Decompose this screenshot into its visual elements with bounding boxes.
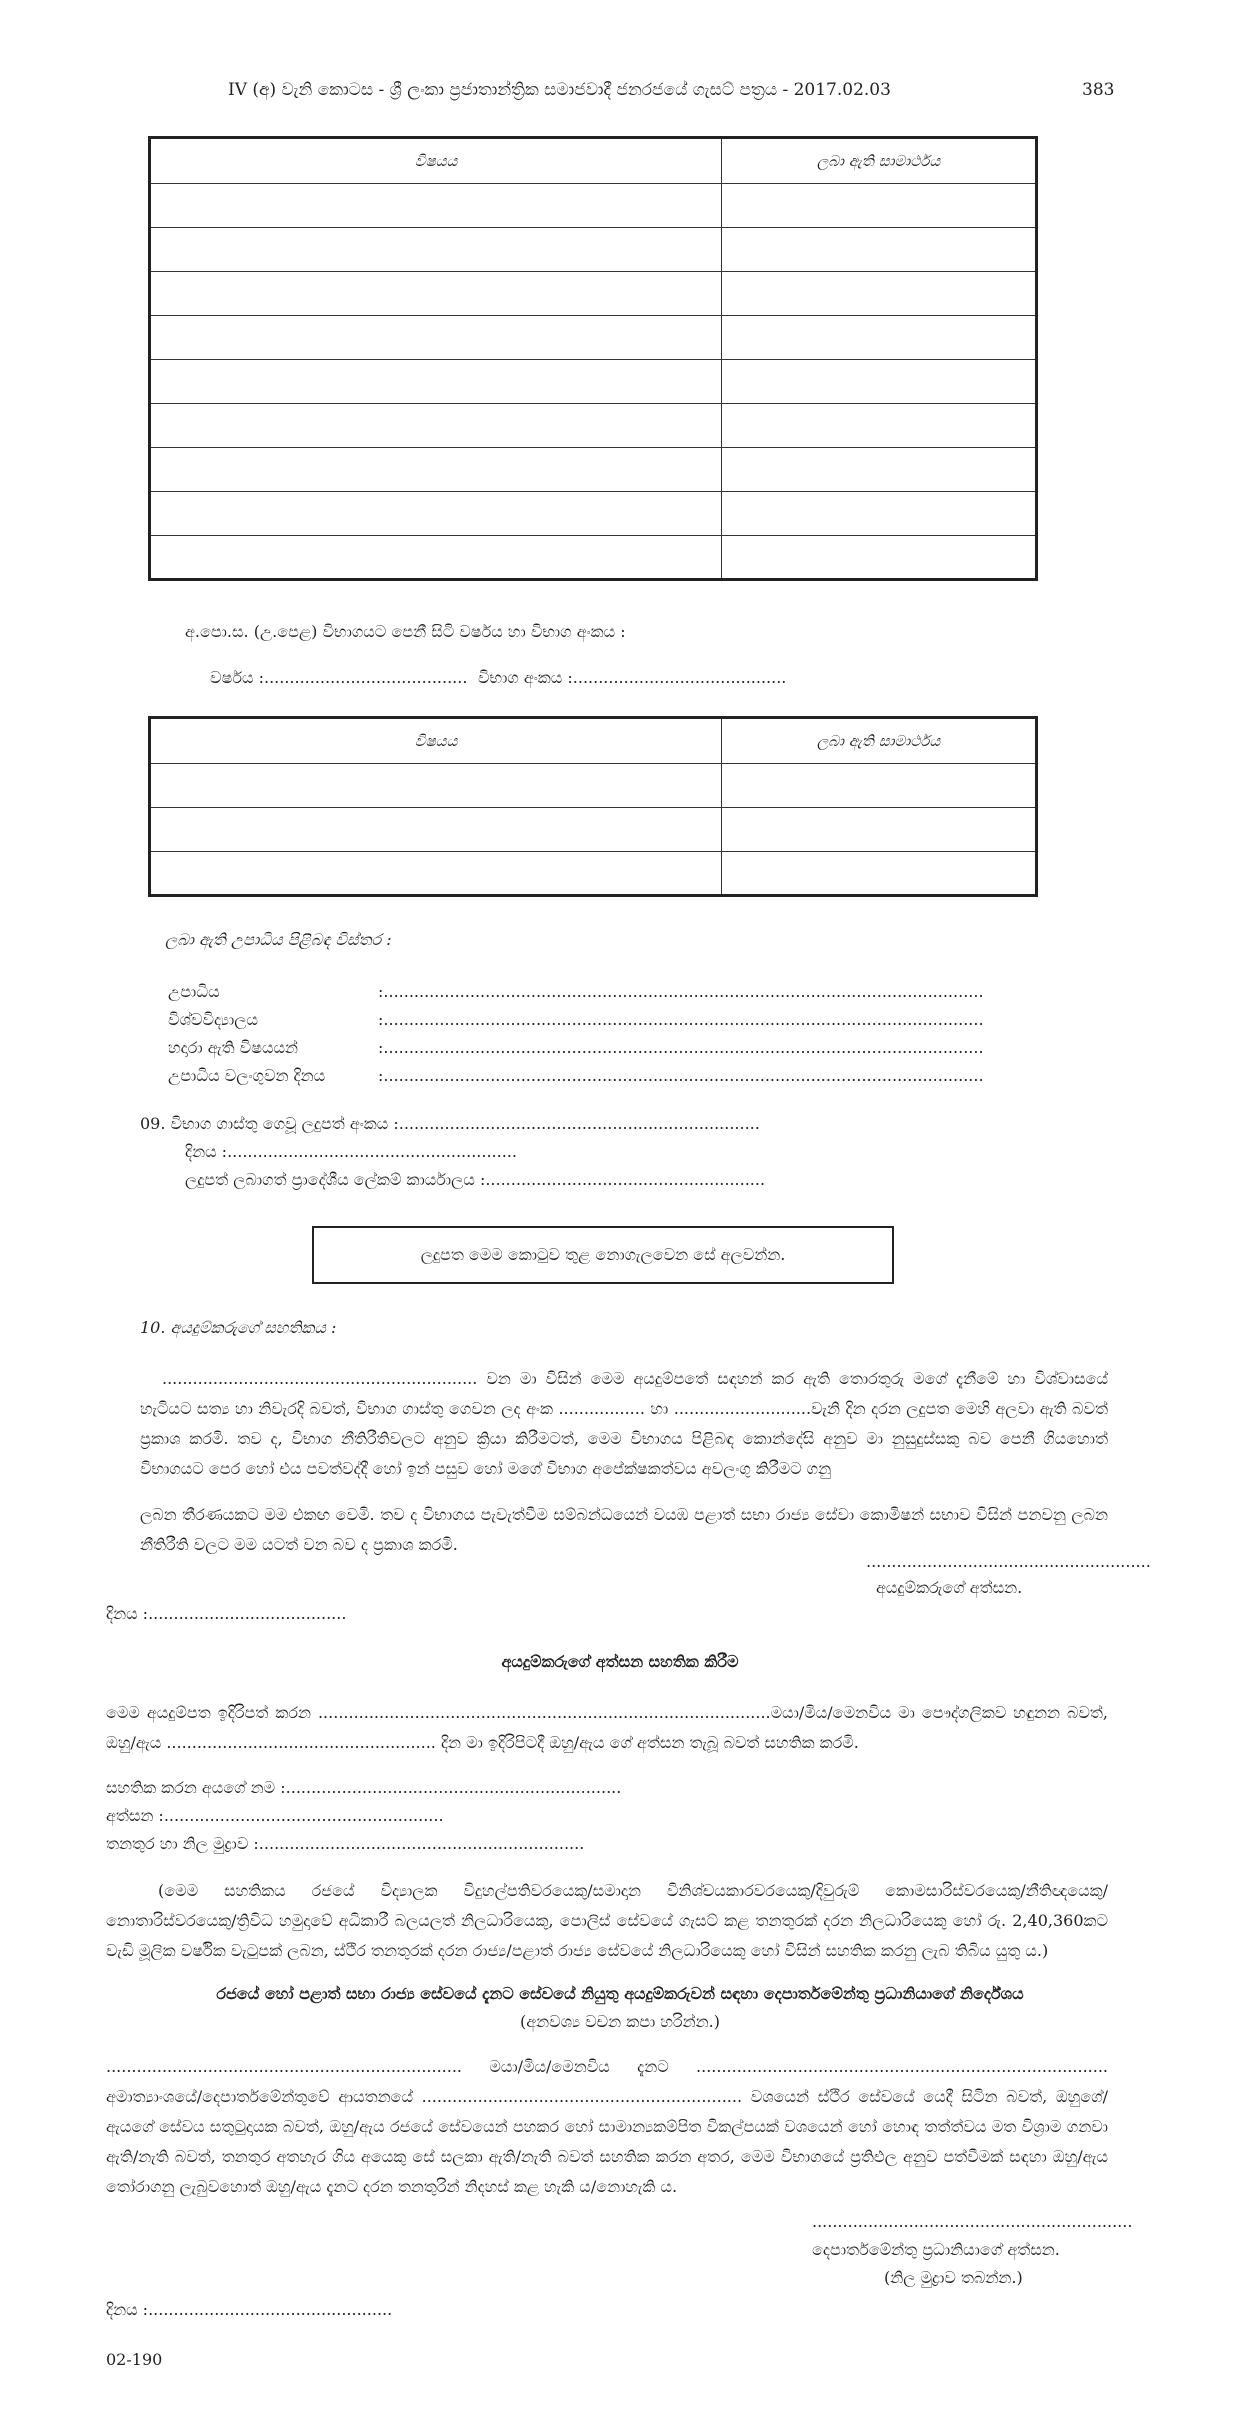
applicant-signature-line: ........................................................ bbox=[866, 1552, 1151, 1571]
table-row bbox=[150, 360, 1037, 404]
degree-effective-date-label: උපාධිය වලංගුවන දිනය bbox=[168, 1066, 326, 1085]
hod-recommendation-paragraph: ...................................................................... මයා/මිය/මෙනවිය දැනට ................................................................................. අමාත්‍යාංශයේ/දෙපාර්තමේන්තුවේ ආයතනයේ ............................................................... වශයෙන් ස්ථිර සේවයේ යෙදී සිටින බවත්, ඔහුගේ/ඇයගේ සේවය සතුටුදායක බවත්, ඔහු/ඇය රජයේ සේවයෙන් පහකර හෝ සාමාන්‍යකම්පිත විකල්පයක් වශයෙන් හෝ හොඳ තත්ත්වය මත විශ්‍රාම ගනවා ඇති/නැති බවත්, තනතුර අතහැර ගිය අයෙකු සේ සලකා ඇති/නැති බවත් සහතික කරන අතර, මෙම විභාගයේ ප්‍රතිඵල අනුව පත්වීමක් සඳහා ඔහු/ඇය තෝරාගනු ලැබුවහොත් ඔහු/ඇය දැනට දරන තනතුරින් නිදහස් කළ හැකි ය/නොහැකි ය. bbox=[106, 2057, 1108, 2196]
page-number: 383 bbox=[1082, 80, 1115, 100]
column-header-subject: විෂයය bbox=[150, 138, 722, 184]
hod-recommendation-subtitle: (අනවශ්‍ය වචන කපා හරින්න.) bbox=[520, 2012, 720, 2031]
footer-code: 02-190 bbox=[106, 2350, 163, 2369]
degree-label: උපාධිය bbox=[168, 982, 220, 1001]
table-header-row bbox=[150, 138, 1037, 184]
table-body bbox=[150, 764, 1037, 896]
table-row bbox=[150, 492, 1037, 536]
table-row bbox=[150, 272, 1037, 316]
applicant-date-field: දිනය :....................................... bbox=[106, 1604, 347, 1623]
subjects-studied-dots: :...................................................................................................................... bbox=[378, 1038, 984, 1057]
certifier-signature-field: අත්සන :....................................................... bbox=[106, 1806, 444, 1825]
receipt-office-field: ලදුපත් ලබාගත් ප්‍රාදේශීය ලේකම් කාර්යාලය :....................................................... bbox=[185, 1170, 766, 1189]
column-header-subject: විෂයය bbox=[150, 718, 722, 764]
subjects-table-2 bbox=[148, 716, 1038, 897]
gazette-header: IV (අ) වැනි කොටස - ශ්‍රී ලංකා ප්‍රජාතාන්ත්‍රික සමාජවාදී ජනරජයේ ගැසට් පත්‍රය - 2017.02.03 bbox=[228, 80, 891, 100]
table-row bbox=[150, 316, 1037, 360]
receipt-number-field: 09. විභාග ගාස්තු ගෙවූ ලදුපත් අංකය :....................................................................... bbox=[140, 1114, 760, 1133]
al-section-title: අ.පො.ස. (උ.පෙළ) විභාගයට පෙනී සිටි වර්ෂය හා විභාග අංකය : bbox=[185, 622, 626, 641]
university-dots: :...................................................................................................................... bbox=[378, 1010, 984, 1029]
table-header-row bbox=[150, 718, 1037, 764]
attestation-title: අයදුම්කරුගේ අත්සන සහතික කිරීම bbox=[501, 1652, 739, 1671]
table-row bbox=[150, 764, 1037, 808]
hod-recommendation-title: රජයේ හෝ පළාත් සභා රාජ්‍ය සේවයේ දැනට සේවයේ නියුතු අයදුම්කරුවන් සඳහා දෙපාර්තමේන්තු ප්‍රධානියාගේ නිර්දේශය bbox=[216, 1984, 1024, 2003]
attestation-paragraph: මෙම අයදුම්පත ඉදිරිපත් කරන .........................................................................................මයා/මිය/මෙනවිය මා පෞද්ගලිකව හඳුනන බවත්, ඔහු/ඇය ..................................................... දින මා ඉදිරිපිටදී ඔහු/ඇය ගේ අත්සන තැබූ බවත් සහතික කරමි. bbox=[106, 1703, 1108, 1752]
table-row bbox=[150, 536, 1037, 580]
degree-effective-date-dots: :...................................................................................................................... bbox=[378, 1066, 984, 1085]
hod-signature-line: ............................................................... bbox=[812, 2212, 1133, 2231]
receipt-paste-box bbox=[312, 1226, 894, 1284]
al-year-field: වර්ෂය :........................................ bbox=[210, 668, 468, 687]
table-row bbox=[150, 184, 1037, 228]
receipt-box-text: ලදුපත මෙම කොටුව තුළ නොගැලවෙන සේ අලවන්න. bbox=[420, 1245, 786, 1264]
column-header-grade: ලබා ඇති සාමාර්ථය bbox=[722, 138, 1037, 184]
table-row bbox=[150, 228, 1037, 272]
table-row bbox=[150, 448, 1037, 492]
al-index-field: විභාග අංකය :.......................................... bbox=[478, 668, 787, 687]
certifier-designation-field: තනතුර හා නිල මුද්‍රාව :................................................................ bbox=[106, 1834, 585, 1853]
applicant-cert-para1: .............................................................. වන මා විසින් මෙම අයදුම්පතේ සඳහන් කර ඇති තොරතුරු මගේ දැනීමේ හා විශ්වාසයේ හැටියට සත්‍ය හා නිවැරදි බවත්, විභාග ගාස්තු ගෙවන ලද අංක ................. හා ...........................වැනි දින දරන ලදුපත මෙහි අලවා ඇති බවත් ප්‍රකාශ කරමි. තව ද, විභාග නීතිරීතිවලට අනුව ක්‍රියා කිරීමටත්, මෙම විභාගය පිළිබඳ කොන්දේසි අනුව මා නුසුදුස්සකු බව පෙනී ගියහොත් විභාගයට පෙර හෝ එය පවත්වද්දී හෝ ඉන් පසුව හෝ මගේ විභාග අපේක්ෂකත්වය අවලංගු කිරීමට ගනු bbox=[140, 1369, 1108, 1478]
table-row bbox=[150, 404, 1037, 448]
table-row bbox=[150, 808, 1037, 852]
table-body bbox=[150, 184, 1037, 580]
applicant-cert-heading: 10. අයදුම්කරුගේ සහතිකය : bbox=[140, 1318, 337, 1337]
hod-date-field: දිනය :................................................ bbox=[106, 2300, 393, 2319]
degree-section-title: ලබා ඇති උපාධිය පිළිබඳ විස්තර : bbox=[165, 930, 392, 949]
certifier-name-field: සහතික කරන අයගේ නම :.................................................................. bbox=[106, 1778, 622, 1797]
table-row bbox=[150, 852, 1037, 896]
hod-signature-label: දෙපාර්තමේන්තු ප්‍රධානියාගේ අත්සන. bbox=[812, 2240, 1060, 2259]
subjects-table-1 bbox=[148, 136, 1038, 581]
column-header-grade: ලබා ඇති සාමාර්ථය bbox=[722, 718, 1037, 764]
applicant-signature-label: අයදුම්කරුගේ අත්සන. bbox=[876, 1578, 1023, 1597]
official-seal-note: (නිල මුද්‍රාව තබන්න.) bbox=[884, 2268, 1023, 2287]
degree-dots: :...................................................................................................................... bbox=[378, 982, 984, 1001]
attestation-note: (මෙම සහතිකය රජයේ විද්‍යාලක විදුහල්පතිවරයෙකු/සමාදාන විනිශ්චයකාරවරයෙකු/දිවුරුම් කොමසාරිස්වරයෙකු/නීතිඥයෙකු/නොතාරිස්වරයෙකු/ත්‍රිවිධ හමුදාවේ අධිකාරී බලයලත් නිලධාරියෙකු, පොලිස් සේවයේ ගැසට් කළ තනතුරක් දරන නිලධාරියෙකු හෝ රු. 2,40,360කට වැඩි මූලික වර්ෂික වැටුපක් ලබන, ස්ථිර තනතුරක් දරන රාජ්‍ය/පළාත් රාජ්‍ය සේවයේ නිලධාරියෙකු හෝ විසින් සහතික කරනු ලැබ තිබිය යුතු ය.) bbox=[106, 1881, 1108, 1960]
receipt-date-field: දිනය :......................................................... bbox=[185, 1142, 517, 1161]
subjects-studied-label: හදාරා ඇති විෂයයන් bbox=[168, 1038, 299, 1057]
applicant-cert-para2: ලබන තීරණයකට මම එකඟ වෙමි. තව ද විභාගය පැවැත්වීම සම්බන්ධයෙන් වයඹ පළාත් සභා රාජ්‍ය සේවා කොමිෂන් සභාව විසින් පනවනු ලබන නීතිරීති වලට මම යටත් වන බව ද ප්‍රකාශ කරමි. bbox=[140, 1505, 1108, 1554]
university-label: විශ්වවිද්‍යාලය bbox=[168, 1010, 258, 1029]
